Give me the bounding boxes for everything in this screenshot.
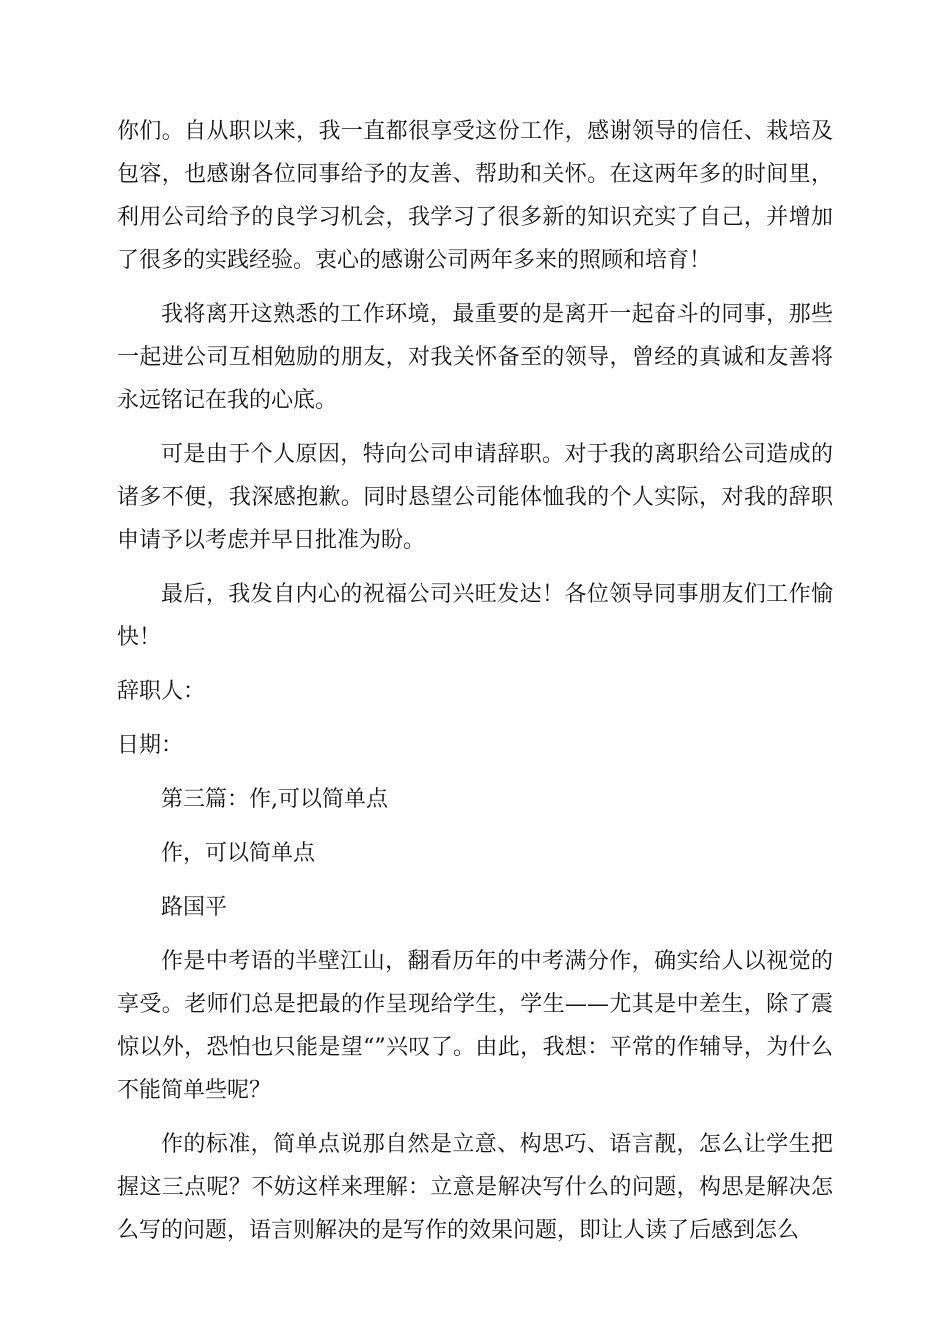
paragraph-resignation-request: 可是由于个人原因，特向公司申请辞职。对于我的离职给公司造成的诸多不便，我深感抱歉。同时恳望公司能体恤我的个人实际，对我的辞职申请予以考虑并早日批准为盼。 <box>117 442 833 553</box>
signature-label: 辞职人： <box>117 679 206 704</box>
document-body <box>117 110 833 1263</box>
paragraph-closing-wishes: 最后，我发自内心的祝福公司兴旺发达！各位领导同事朋友们工作愉快！ <box>117 582 833 650</box>
article-title: 作，可以简单点 <box>161 841 316 866</box>
paragraph-composition-intro: 作是中考语的半壁江山，翻看历年的中考满分作，确实给人以视觉的享受。老师们总是把最的作呈现给学生，学生——尤其是中差生，除了震惊以外，恐怕也只能是望“”兴叹了。由此，我想：平常的作辅导，为什么不能简单些呢？ <box>117 949 833 1103</box>
paragraph-leaving: 我将离开这熟悉的工作环境，最重要的是离开一起奋斗的同事，那些一起进公司互相勉励的朋友，对我关怀备至的领导，曾经的真诚和友善将永远铭记在我的心底。 <box>117 302 833 413</box>
paragraph-thanks: 你们。自从职以来，我一直都很享受这份工作，感谢领导的信任、栽培及包容，也感谢各位同事给予的友善、帮助和关怀。在这两年多的时间里，利用公司给予的良学习机会，我学习了很多新的知识充实了自己，并增加了很多的实践经验。衷心的感谢公司两年多来的照顾和培育！ <box>117 119 833 273</box>
article-author: 路国平 <box>161 895 228 920</box>
paragraph-composition-standard: 作的标准，简单点说那自然是立意、构思巧、语言靓，怎么让学生把握这三点呢？不妨这样来理解：立意是解决写什么的问题，构思是解决怎么写的问题，语言则解决的是写作的效果问题，即让人读了后感到怎么 <box>117 1132 833 1243</box>
date-label: 日期： <box>117 733 184 758</box>
section-heading: 第三篇：作,可以简单点 <box>161 787 388 812</box>
